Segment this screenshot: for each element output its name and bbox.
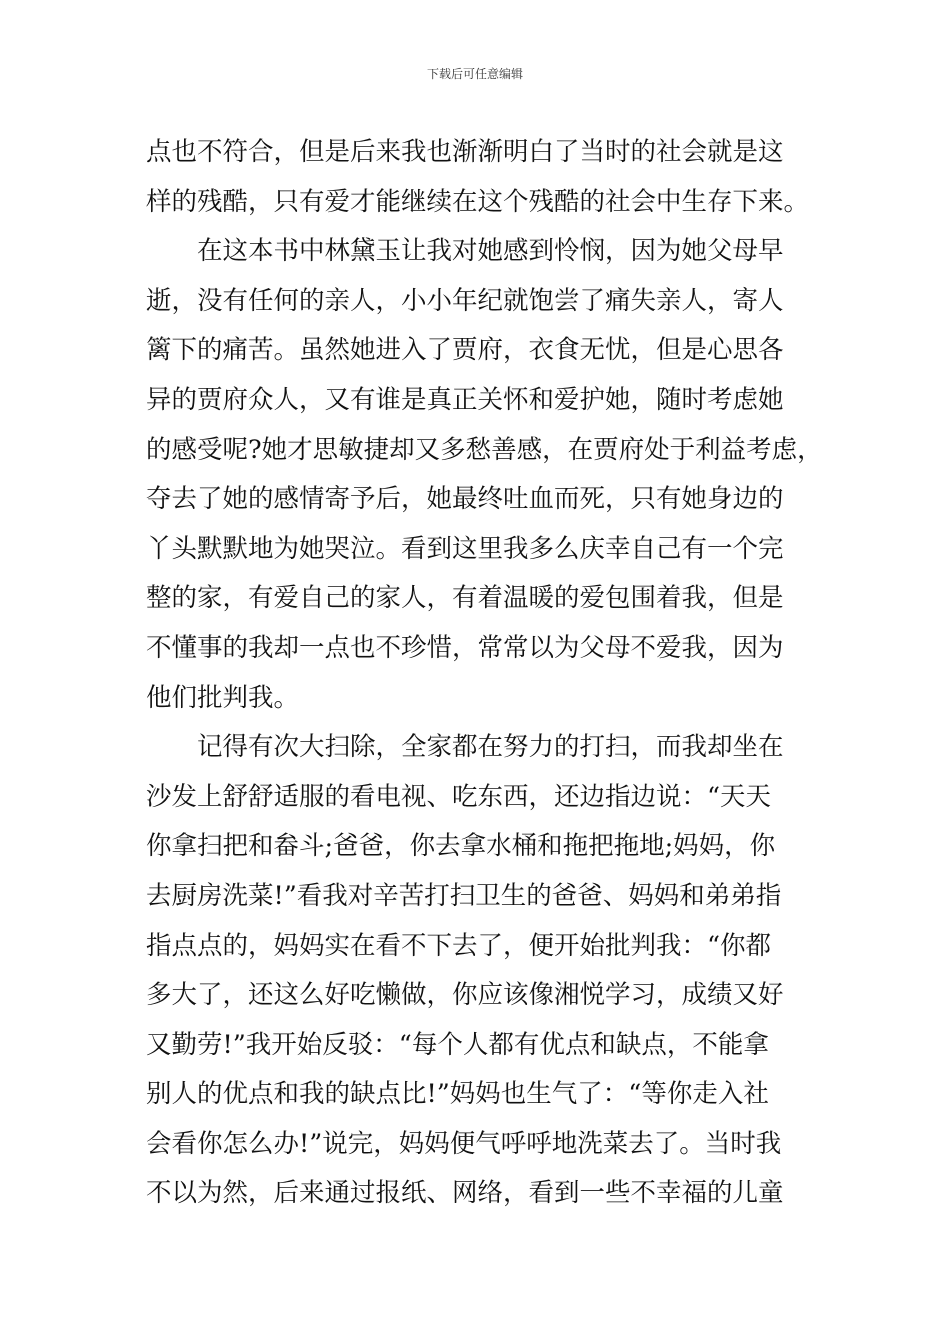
text-line: 丫头默默地为她哭泣。看到这里我多么庆幸自己有一个完	[146, 533, 784, 564]
text-line: 不懂事的我却一点也不珍惜，常常以为父母不爱我，因为	[146, 632, 784, 663]
text-line: 多大了，还这么好吃懒做，你应该像湘悦学习，成绩又好	[146, 980, 784, 1011]
text-line: 指点点的，妈妈实在看不下去了，便开始批判我：“你都	[146, 930, 772, 961]
text-line: 不以为然，后来通过报纸、网络，看到一些不幸福的儿童	[146, 1178, 784, 1209]
text-line: 的感受呢?她才思敏捷却又多愁善感，在贾府处于利益考虑，	[146, 434, 823, 465]
text-line: 点也不符合，但是后来我也渐渐明白了当时的社会就是这	[146, 137, 784, 167]
text-line: 逝，没有任何的亲人，小小年纪就饱尝了痛失亲人，寄人	[146, 285, 784, 316]
text-line: 去厨房洗菜!”看我对辛苦打扫卫生的爸爸、妈妈和弟弟指	[146, 880, 782, 911]
text-line: 他们批判我。	[146, 682, 300, 713]
text-line: 别人的优点和我的缺点比!”妈妈也生气了：“等你走入社	[146, 1079, 769, 1110]
text-line: 沙发上舒舒适服的看电视、吃东西，还边指边说：“天天	[146, 781, 772, 812]
text-line: 样的残酷，只有爱才能继续在这个残酷的社会中生存下来。	[146, 186, 810, 217]
text-line: 夺去了她的感情寄予后，她最终吐血而死，只有她身边的	[146, 484, 784, 515]
text-line: 会看你怎么办!”说完，妈妈便气呼呼地洗菜去了。当时我	[146, 1128, 782, 1159]
text-line: 整的家，有爱自己的家人，有着温暖的爱包围着我，但是	[146, 583, 784, 614]
page-header: 下载后可任意编辑	[426, 67, 523, 81]
paragraph-first-line: 记得有次大扫除，全家都在努力的打扫，而我却坐在	[197, 732, 784, 763]
text-line: 你拿扫把和畚斗;爸爸，你去拿水桶和拖把拖地;妈妈，你	[146, 831, 776, 862]
text-line: 异的贾府众人，又有谁是真正关怀和爱护她，随时考虑她	[146, 384, 784, 415]
body-text	[146, 128, 823, 1219]
text-line: 又勤劳!”我开始反驳：“每个人都有优点和缺点，不能拿	[146, 1029, 769, 1060]
text-line: 篱下的痛苦。虽然她进入了贾府，衣食无忧，但是心思各	[146, 335, 784, 366]
paragraph-first-line: 在这本书中林黛玉让我对她感到怜悯，因为她父母早	[197, 236, 784, 267]
